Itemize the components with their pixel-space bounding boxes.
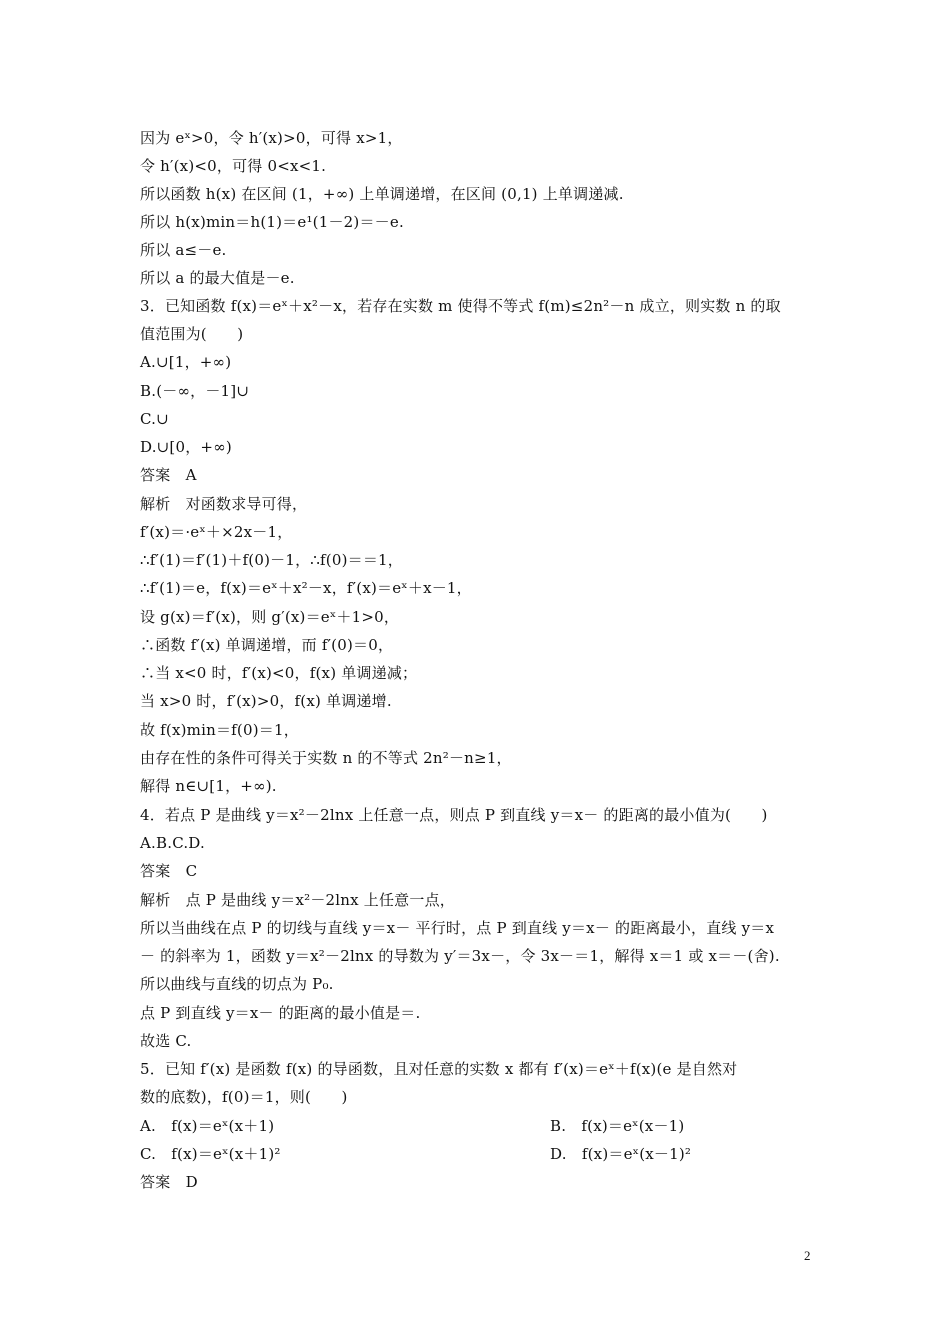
question-5-stem: 数的底数)，f(0)＝1，则( ) [140,1088,348,1106]
option-b: B.(－∞，－1]∪ [140,382,250,400]
option-c: C. f(x)＝eˣ(x＋1)² [140,1145,281,1163]
question-4-options: A.B.C.D. [140,834,205,852]
analysis-line: 解析 点 P 是曲线 y＝x²－2lnx 上任意一点， [140,891,455,909]
analysis-line: 当 x>0 时，f′(x)>0，f(x) 单调递增. [140,692,392,710]
option-row [140,1116,820,1136]
text-line: 所以 a≤－e. [140,241,227,259]
text-line: 所以 h(x)min＝h(1)＝e¹(1－2)＝－e. [140,213,404,231]
question-3-stem: 值范围为( ) [140,325,244,343]
analysis-line: ∴f′(1)＝f′(1)＋f(0)－1，∴f(0)＝＝1， [140,551,403,569]
analysis-line: ∴f′(1)＝e，f(x)＝eˣ＋x²－x，f′(x)＝eˣ＋x－1， [140,579,472,597]
text-line: 因为 eˣ>0，令 h′(x)>0，可得 x>1， [140,129,403,147]
analysis-line: 设 g(x)＝f′(x)，则 g′(x)＝eˣ＋1>0， [140,608,400,626]
analysis-line: － 的斜率为 1，函数 y＝x²－2lnx 的导数为 y′＝3x－，令 3x－＝1，解得 x＝1 或 x＝－(舍). [140,947,780,965]
analysis-line: 解得 n∈∪[1，+∞). [140,777,277,795]
option-row [140,1144,820,1164]
answer-label: 答案 C [140,862,198,880]
analysis-line: ∴函数 f′(x) 单调递增，而 f′(0)＝0， [140,636,394,654]
option-a: A.∪[1，+∞) [140,353,232,371]
question-4-stem: 4．若点 P 是曲线 y＝x²－2lnx 上任意一点，则点 P 到直线 y＝x－ 的距离的最小值为( ) [140,806,768,824]
question-3-stem: 3．已知函数 f(x)＝eˣ＋x²－x，若存在实数 m 使得不等式 f(m)≤2n²－n 成立，则实数 n 的取 [140,297,781,315]
analysis-line: 解析 对函数求导可得， [140,495,308,513]
option-b: B. f(x)＝eˣ(x－1) [550,1117,685,1135]
analysis-line: 点 P 到直线 y＝x－ 的距离的最小值是＝. [140,1004,421,1022]
option-a: A. f(x)＝eˣ(x＋1) [140,1117,275,1135]
analysis-line: 由存在性的条件可得关于实数 n 的不等式 2n²－n≥1， [140,749,512,767]
analysis-line: 故选 C. [140,1032,192,1050]
answer-label: 答案 A [140,466,197,484]
analysis-line: 所以当曲线在点 P 的切线与直线 y＝x－ 平行时，点 P 到直线 y＝x－ 的距离最小，直线 y＝x [140,919,775,937]
analysis-line: ∴当 x<0 时，f′(x)<0，f(x) 单调递减； [140,664,418,682]
analysis-line: 故 f(x)min＝f(0)＝1， [140,721,299,739]
option-d: D. f(x)＝eˣ(x－1)² [550,1145,692,1163]
option-c: C.∪ [140,410,169,428]
answer-label: 答案 D [140,1173,198,1191]
question-5-stem: 5．已知 f′(x) 是函数 f(x) 的导函数，且对任意的实数 x 都有 f′(x)＝eˣ＋f(x)(e 是自然对 [140,1060,738,1078]
text-line: 所以函数 h(x) 在区间 (1，+∞) 上单调递增，在区间 (0,1) 上单调递减. [140,185,624,203]
page-number: 2 [804,1248,811,1263]
text-line: 所以 a 的最大值是－e. [140,269,295,287]
option-d: D.∪[0，+∞) [140,438,232,456]
text-line: 令 h′(x)<0，可得 0<x<1. [140,157,327,175]
analysis-line: 所以曲线与直线的切点为 P₀. [140,975,334,993]
analysis-line: f′(x)＝·eˣ＋×2x－1， [140,523,293,541]
